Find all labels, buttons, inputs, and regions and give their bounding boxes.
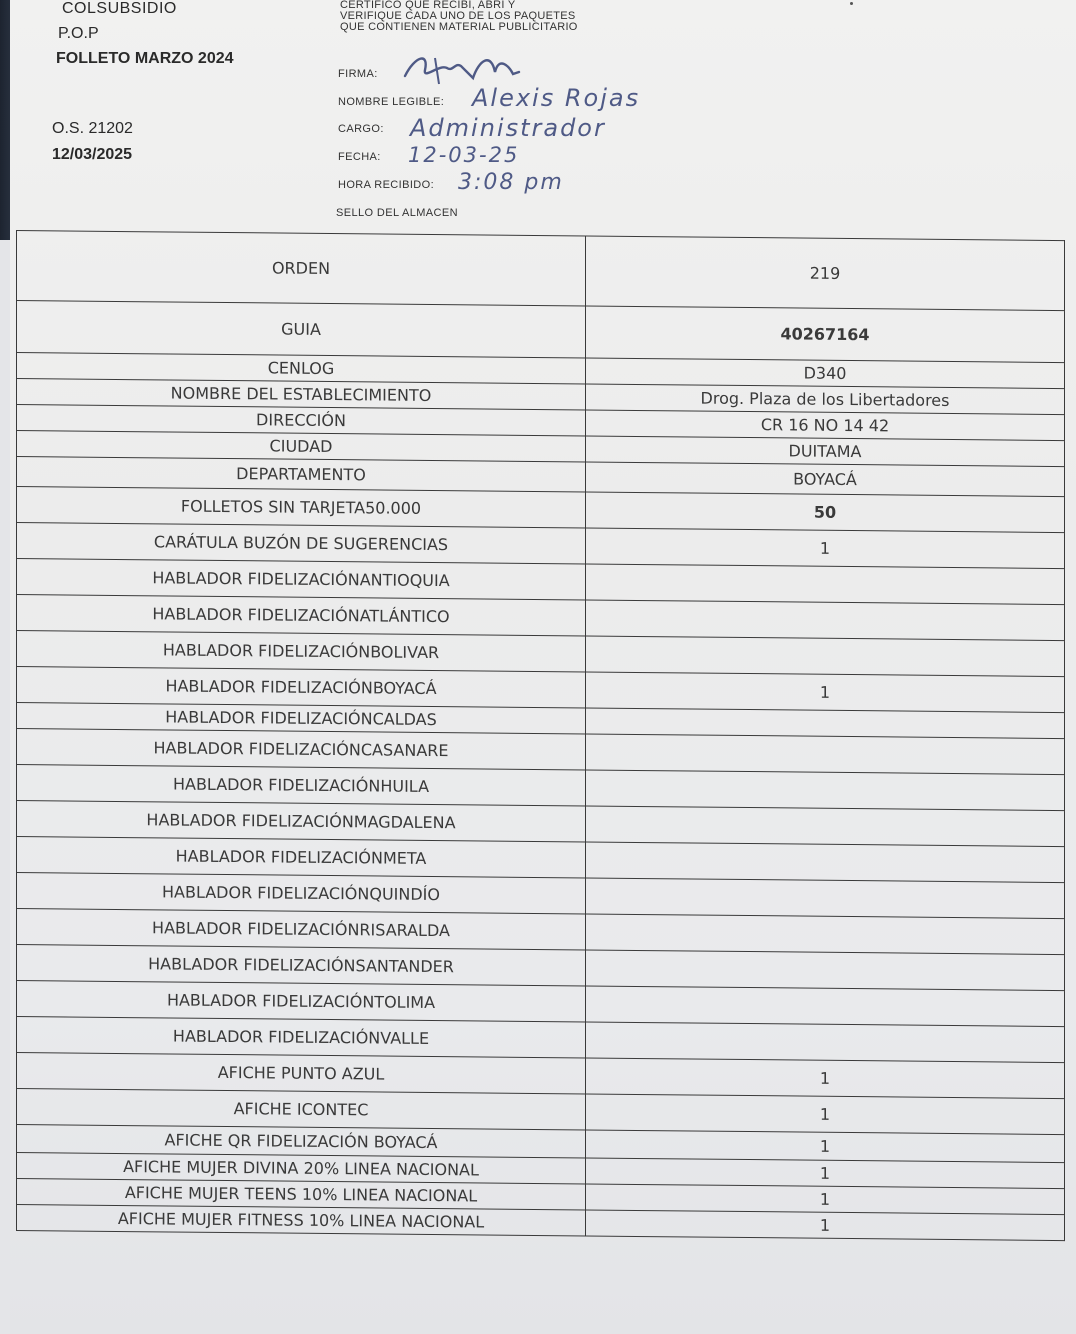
row-label: ORDEN — [17, 231, 586, 306]
cargo-label: CARGO: — [338, 123, 384, 135]
row-value: D340 — [586, 358, 1065, 389]
document-date: 12/03/2025 — [52, 146, 133, 163]
row-value — [586, 986, 1065, 1027]
speck — [850, 2, 853, 5]
row-value — [586, 564, 1065, 605]
table-row — [17, 231, 1065, 311]
fecha-handwritten: 12-03-25 — [408, 143, 520, 167]
row-label: AFICHE MUJER DIVINA 20% LINEA NACIONAL — [17, 1153, 586, 1184]
row-label: CENLOG — [17, 353, 586, 384]
row-value: 1 — [586, 672, 1065, 713]
row-label: HABLADOR FIDELIZACIÓNBOLIVAR — [17, 631, 586, 672]
row-label: AFICHE MUJER FITNESS 10% LINEA NACIONAL — [17, 1205, 586, 1236]
row-label: GUIA — [17, 301, 586, 358]
row-label: HABLADOR FIDELIZACIÓNANTIOQUIA — [17, 559, 586, 600]
row-value — [586, 950, 1065, 991]
row-value: 1 — [586, 1158, 1065, 1189]
row-value: CR 16 NO 14 42 — [586, 410, 1065, 441]
row-value: 1 — [586, 1210, 1065, 1241]
folleto-title: FOLLETO MARZO 2024 — [56, 50, 234, 67]
row-value — [586, 914, 1065, 955]
row-label: HABLADOR FIDELIZACIÓNSANTANDER — [17, 945, 586, 986]
row-label: HABLADOR FIDELIZACIÓNBOYACÁ — [17, 667, 586, 708]
row-value: 40267164 — [586, 306, 1065, 363]
sello-label: SELLO DEL ALMACEN — [336, 207, 458, 219]
company-name: COLSUBSIDIO — [62, 0, 177, 17]
row-label: HABLADOR FIDELIZACIÓNTOLIMA — [17, 981, 586, 1022]
row-label: AFICHE ICONTEC — [17, 1089, 586, 1130]
row-value: 1 — [586, 1058, 1065, 1099]
order-table — [16, 230, 1065, 1241]
hora-handwritten: 3:08 pm — [458, 170, 564, 195]
row-label: HABLADOR FIDELIZACIÓNMAGDALENA — [17, 801, 586, 842]
row-label: HABLADOR FIDELIZACIÓNHUILA — [17, 765, 586, 806]
nombre-label: NOMBRE LEGIBLE: — [338, 96, 445, 108]
row-label: HABLADOR FIDELIZACIÓNCALDAS — [17, 703, 586, 734]
fecha-label: FECHA: — [338, 151, 381, 163]
row-label: HABLADOR FIDELIZACIÓNATLÁNTICO — [17, 595, 586, 636]
row-value: 1 — [586, 1130, 1065, 1163]
row-value: 50 — [586, 492, 1065, 533]
pop-label: P.O.P — [58, 25, 99, 42]
hora-label: HORA RECIBIDO: — [338, 179, 435, 191]
row-label: FOLLETOS SIN TARJETA50.000 — [17, 487, 586, 528]
row-label: HABLADOR FIDELIZACIÓNMETA — [17, 837, 586, 878]
row-value: 1 — [586, 528, 1065, 569]
row-value — [586, 636, 1065, 677]
certification-statement: CERTIFICO QUE RECIBI, ABRI Y VERIFIQUE CADA UNO DE LOS PAQUETES QUE CONTIENEN MATERIAL PUBLICITARIO — [340, 0, 578, 33]
row-value: 1 — [586, 1094, 1065, 1135]
row-label: AFICHE MUJER TEENS 10% LINEA NACIONAL — [17, 1179, 586, 1210]
row-label: HABLADOR FIDELIZACIÓNCASANARE — [17, 729, 586, 770]
row-label: DIRECCIÓN — [17, 405, 586, 436]
row-label: AFICHE QR FIDELIZACIÓN BOYACÁ — [17, 1125, 586, 1158]
row-label: HABLADOR FIDELIZACIÓNQUINDÍO — [17, 873, 586, 914]
row-label: NOMBRE DEL ESTABLECIMIENTO — [17, 379, 586, 410]
row-label: AFICHE PUNTO AZUL — [17, 1053, 586, 1094]
row-label: CARÁTULA BUZÓN DE SUGERENCIAS — [17, 523, 586, 564]
row-value — [586, 600, 1065, 641]
cargo-handwritten: Administrador — [410, 114, 606, 142]
row-label: HABLADOR FIDELIZACIÓNRISARALDA — [17, 909, 586, 950]
row-value — [586, 734, 1065, 775]
row-label: CIUDAD — [17, 431, 586, 462]
row-value: BOYACÁ — [586, 462, 1065, 497]
row-value — [586, 806, 1065, 847]
row-label: HABLADOR FIDELIZACIÓNVALLE — [17, 1017, 586, 1058]
nombre-handwritten: Alexis Rojas — [472, 84, 641, 112]
firma-label: FIRMA: — [338, 68, 378, 80]
row-value: Drog. Plaza de los Libertadores — [586, 384, 1065, 415]
row-value — [586, 770, 1065, 811]
row-value — [586, 842, 1065, 883]
row-value: 1 — [586, 1184, 1065, 1215]
row-value: 219 — [586, 236, 1065, 311]
row-value — [586, 1022, 1065, 1063]
row-value — [586, 878, 1065, 919]
service-order: O.S. 21202 — [52, 120, 133, 137]
row-label: DEPARTAMENTO — [17, 457, 586, 492]
row-value: DUITAMA — [586, 436, 1065, 467]
